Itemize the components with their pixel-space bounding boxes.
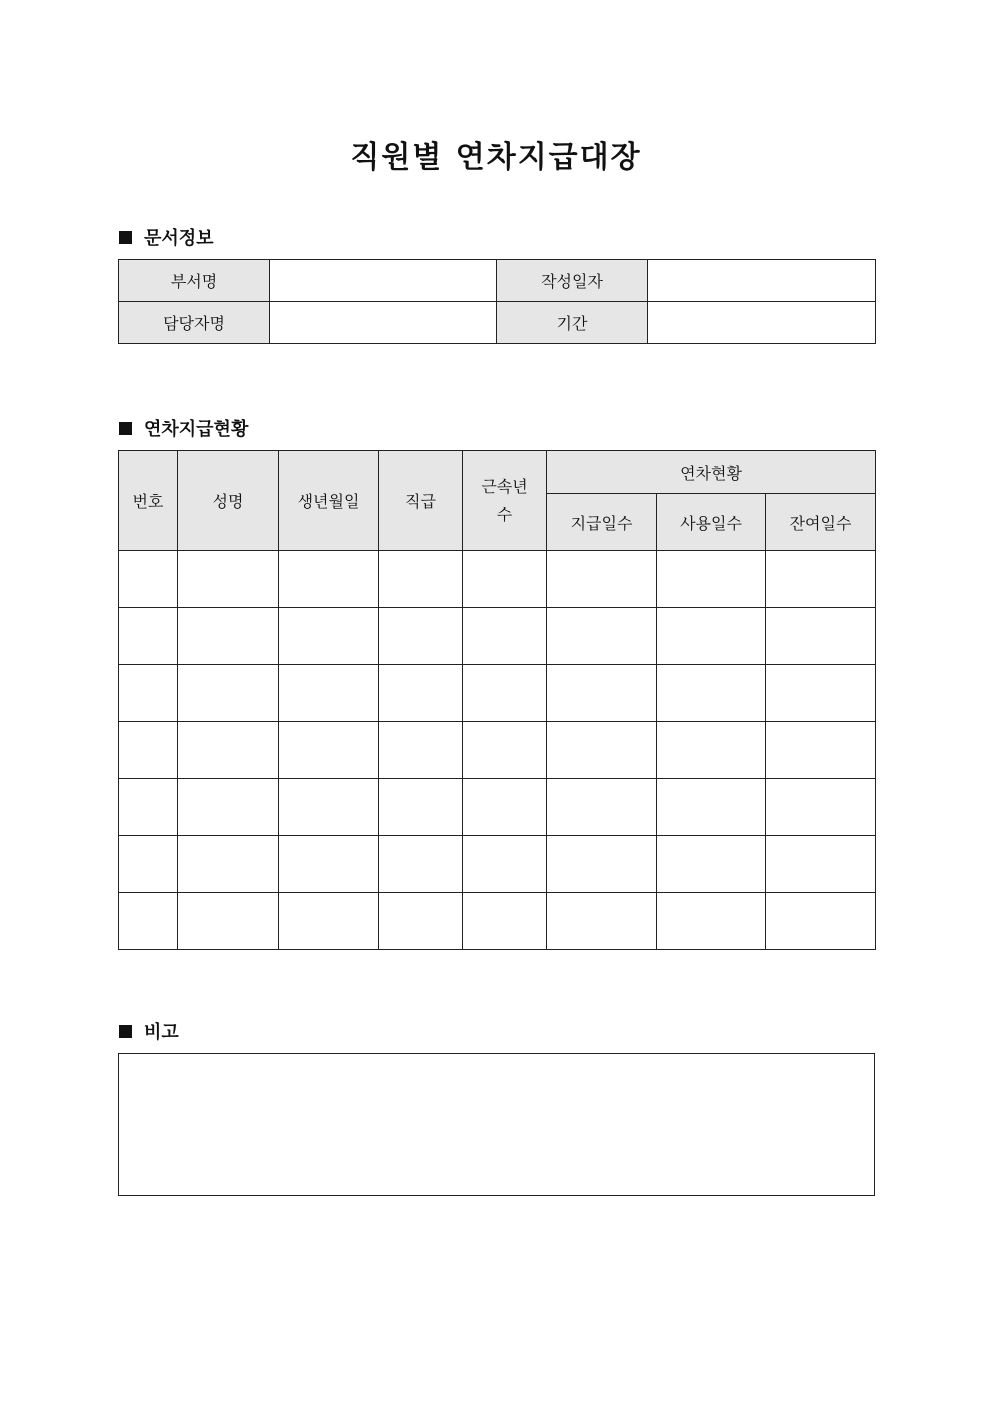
cell-no[interactable] — [119, 722, 178, 779]
cell-remaining[interactable] — [766, 551, 876, 608]
table-row — [119, 722, 876, 779]
section-heading-remarks — [119, 1018, 179, 1044]
date-label: 작성일자 — [497, 260, 648, 302]
cell-granted[interactable] — [547, 665, 657, 722]
col-header-birth: 생년월일 — [279, 451, 379, 551]
manager-field[interactable] — [270, 302, 497, 344]
table-row — [119, 893, 876, 950]
cell-position[interactable] — [379, 665, 463, 722]
remarks-field[interactable] — [118, 1053, 875, 1196]
table-row — [119, 551, 876, 608]
col-header-position: 직급 — [379, 451, 463, 551]
cell-granted[interactable] — [547, 608, 657, 665]
cell-name[interactable] — [178, 893, 279, 950]
cell-remaining[interactable] — [766, 779, 876, 836]
leave-table-body — [119, 551, 876, 950]
cell-remaining[interactable] — [766, 893, 876, 950]
period-label: 기간 — [497, 302, 648, 344]
date-field[interactable] — [648, 260, 876, 302]
col-header-no: 번호 — [119, 451, 178, 551]
cell-no[interactable] — [119, 665, 178, 722]
cell-no[interactable] — [119, 779, 178, 836]
cell-birth[interactable] — [279, 836, 379, 893]
cell-used[interactable] — [657, 893, 766, 950]
cell-used[interactable] — [657, 665, 766, 722]
cell-years[interactable] — [463, 665, 547, 722]
cell-granted[interactable] — [547, 722, 657, 779]
cell-remaining[interactable] — [766, 608, 876, 665]
cell-birth[interactable] — [279, 722, 379, 779]
section-heading-label: 문서정보 — [144, 228, 214, 249]
department-field[interactable] — [270, 260, 497, 302]
table-row — [119, 779, 876, 836]
cell-no[interactable] — [119, 893, 178, 950]
col-header-years — [463, 451, 547, 551]
cell-years[interactable] — [463, 836, 547, 893]
cell-name[interactable] — [178, 722, 279, 779]
square-bullet-icon — [119, 422, 132, 435]
cell-used[interactable] — [657, 836, 766, 893]
cell-remaining[interactable] — [766, 722, 876, 779]
cell-granted[interactable] — [547, 836, 657, 893]
manager-label: 담당자명 — [119, 302, 270, 344]
section-heading-leave-status — [119, 415, 248, 441]
document-title: 직원별 연차지급대장 — [350, 140, 642, 175]
cell-position[interactable] — [379, 608, 463, 665]
col-header-years-label: 근속년수 — [481, 476, 528, 524]
cell-years[interactable] — [463, 722, 547, 779]
cell-used[interactable] — [657, 722, 766, 779]
section-heading-doc-info — [119, 224, 214, 250]
cell-position[interactable] — [379, 779, 463, 836]
cell-no[interactable] — [119, 551, 178, 608]
leave-status-table — [118, 450, 876, 950]
cell-name[interactable] — [178, 551, 279, 608]
cell-granted[interactable] — [547, 893, 657, 950]
cell-name[interactable] — [178, 779, 279, 836]
col-header-name: 성명 — [178, 451, 279, 551]
section-heading-label: 비고 — [144, 1022, 179, 1043]
section-heading-label: 연차지급현황 — [144, 419, 249, 440]
cell-name[interactable] — [178, 608, 279, 665]
col-header-granted: 지급일수 — [547, 494, 657, 551]
cell-used[interactable] — [657, 551, 766, 608]
cell-name[interactable] — [178, 836, 279, 893]
cell-position[interactable] — [379, 551, 463, 608]
cell-granted[interactable] — [547, 551, 657, 608]
table-row — [119, 608, 876, 665]
cell-birth[interactable] — [279, 608, 379, 665]
table-row — [119, 836, 876, 893]
cell-remaining[interactable] — [766, 665, 876, 722]
cell-years[interactable] — [463, 893, 547, 950]
col-header-remaining: 잔여일수 — [766, 494, 876, 551]
col-header-leave-group: 연차현황 — [547, 451, 876, 494]
cell-years[interactable] — [463, 779, 547, 836]
department-label: 부서명 — [119, 260, 270, 302]
cell-position[interactable] — [379, 722, 463, 779]
cell-position[interactable] — [379, 893, 463, 950]
col-header-used: 사용일수 — [657, 494, 766, 551]
cell-no[interactable] — [119, 836, 178, 893]
square-bullet-icon — [119, 231, 132, 244]
cell-granted[interactable] — [547, 779, 657, 836]
square-bullet-icon — [119, 1025, 132, 1038]
period-field[interactable] — [648, 302, 876, 344]
cell-remaining[interactable] — [766, 836, 876, 893]
cell-position[interactable] — [379, 836, 463, 893]
table-row — [119, 665, 876, 722]
cell-birth[interactable] — [279, 551, 379, 608]
doc-info-table — [118, 259, 876, 344]
cell-years[interactable] — [463, 551, 547, 608]
cell-name[interactable] — [178, 665, 279, 722]
cell-years[interactable] — [463, 608, 547, 665]
cell-no[interactable] — [119, 608, 178, 665]
cell-used[interactable] — [657, 608, 766, 665]
cell-used[interactable] — [657, 779, 766, 836]
cell-birth[interactable] — [279, 665, 379, 722]
cell-birth[interactable] — [279, 893, 379, 950]
cell-birth[interactable] — [279, 779, 379, 836]
